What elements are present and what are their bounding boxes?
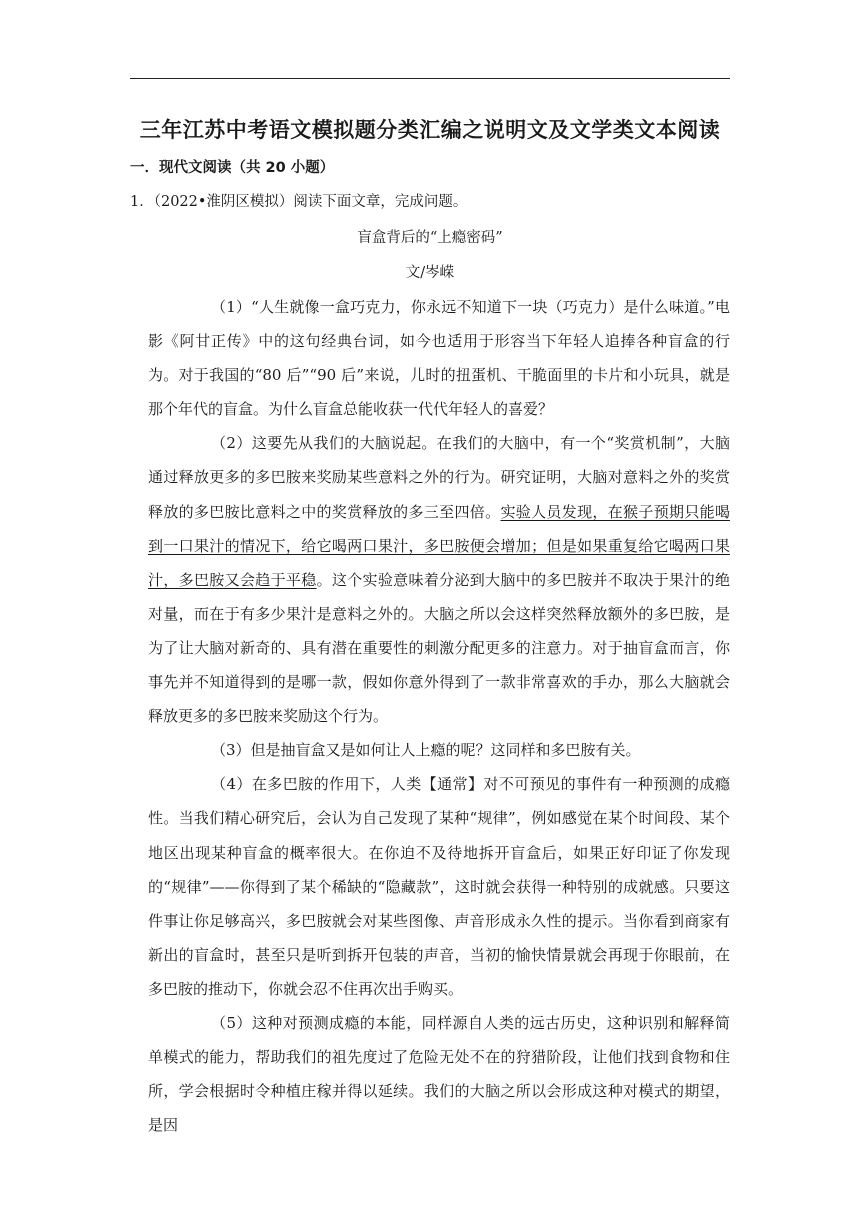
- paragraph-3: （3）但是抽盲盒又是如何让人上瘾的呢？这同样和多巴胺有关。: [211, 741, 641, 760]
- paragraph-5: （5）这种对预测成瘾的本能，同样源自人类的远古历史，这种识别和解释简单模式的能力，帮助我们的祖先度过了危险无处不在的狩猎阶段，让他们找到食物和住所，学会根据时令种植庄稼并得以延续。我们的大脑之所以会形成这种对模式的期望，是因: [148, 1013, 730, 1135]
- article-title: 盲盒背后的“上瘾密码”: [357, 230, 503, 246]
- question-intro: 1．（2022•淮阴区模拟）阅读下面文章，完成问题。: [130, 194, 468, 210]
- paragraph-2-rest: 。这个实验意味着分泌到大脑中的多巴胺并不取决于果汁的绝对量，而在于有多少果汁是意料之外的。大脑之所以会这样突然释放额外的多巴胺，是为了让大脑对新奇的、具有潜在重要性的刺激分配更多的注意力。对于抽盲盒而言，你事先并不知道得到的是哪一款，假如你意外得到了一款非常喜欢的手办，那么大脑就会释放更多的多巴胺来奖励这个行为。: [148, 570, 730, 726]
- underlined-sentence: 实验人员发现，在猴子预期只能喝到一口果汁的情况下，给它喝两口果汁，多巴胺便会增加；但是如果重复给它喝两口果汁，多巴胺又会趋于平稳: [148, 502, 730, 589]
- article-author: 文/岑嵘: [405, 265, 455, 281]
- section-heading: 一．现代文阅读（共 20 小题）: [130, 160, 335, 176]
- article-body: [148, 290, 730, 1142]
- paragraph-2-lead: （2）这要先从我们的大脑说起。在我们的大脑中，有一个“奖赏机制”，大脑通过释放更多的多巴胺来奖励某些意料之外的行为。研究证明，大脑对意料之外的奖赏释放的多巴胺比意料之中的奖赏释放的多三至四倍。: [148, 434, 730, 521]
- paragraph-4: （4）在多巴胺的作用下，人类【通常】对不可预见的事件有一种预测的成瘾性。当我们精心研究后，会认为自己发现了某种“规律”，例如感觉在某个时间段、某个地区出现某种盲盒的概率很大。在你迫不及待地拆开盲盒后，如果正好印证了你发现的“规律”——你得到了某个稀缺的“隐藏款”，这时就会获得一种特别的成就感。只要这件事让你足够高兴，多巴胺就会对某些图像、声音形成永久性的提示。当你看到商家有新出的盲盒时，甚至只是听到拆开包装的声音，当初的愉快情景就会再现于你眼前，在多巴胺的推动下，你就会忍不住再次出手购买。: [148, 775, 730, 998]
- header-rule: [130, 78, 730, 79]
- document-title: 三年江苏中考语文模拟题分类汇编之说明文及文学类文本阅读: [139, 118, 721, 142]
- paragraph-1: （1）“人生就像一盒巧克力，你永远不知道下一块（巧克力）是什么味道。”电影《阿甘正传》中的这句经典台词，如今也适用于形容当下年轻人追捧各种盲盒的行为。对于我国的“80 后”“90 后”来说，儿时的扭蛋机、干脆面里的卡片和小玩具，就是那个年代的盲盒。为什么盲盒总能收获一代代年轻人的喜爱？: [148, 298, 730, 419]
- paragraph-2: [148, 426, 730, 733]
